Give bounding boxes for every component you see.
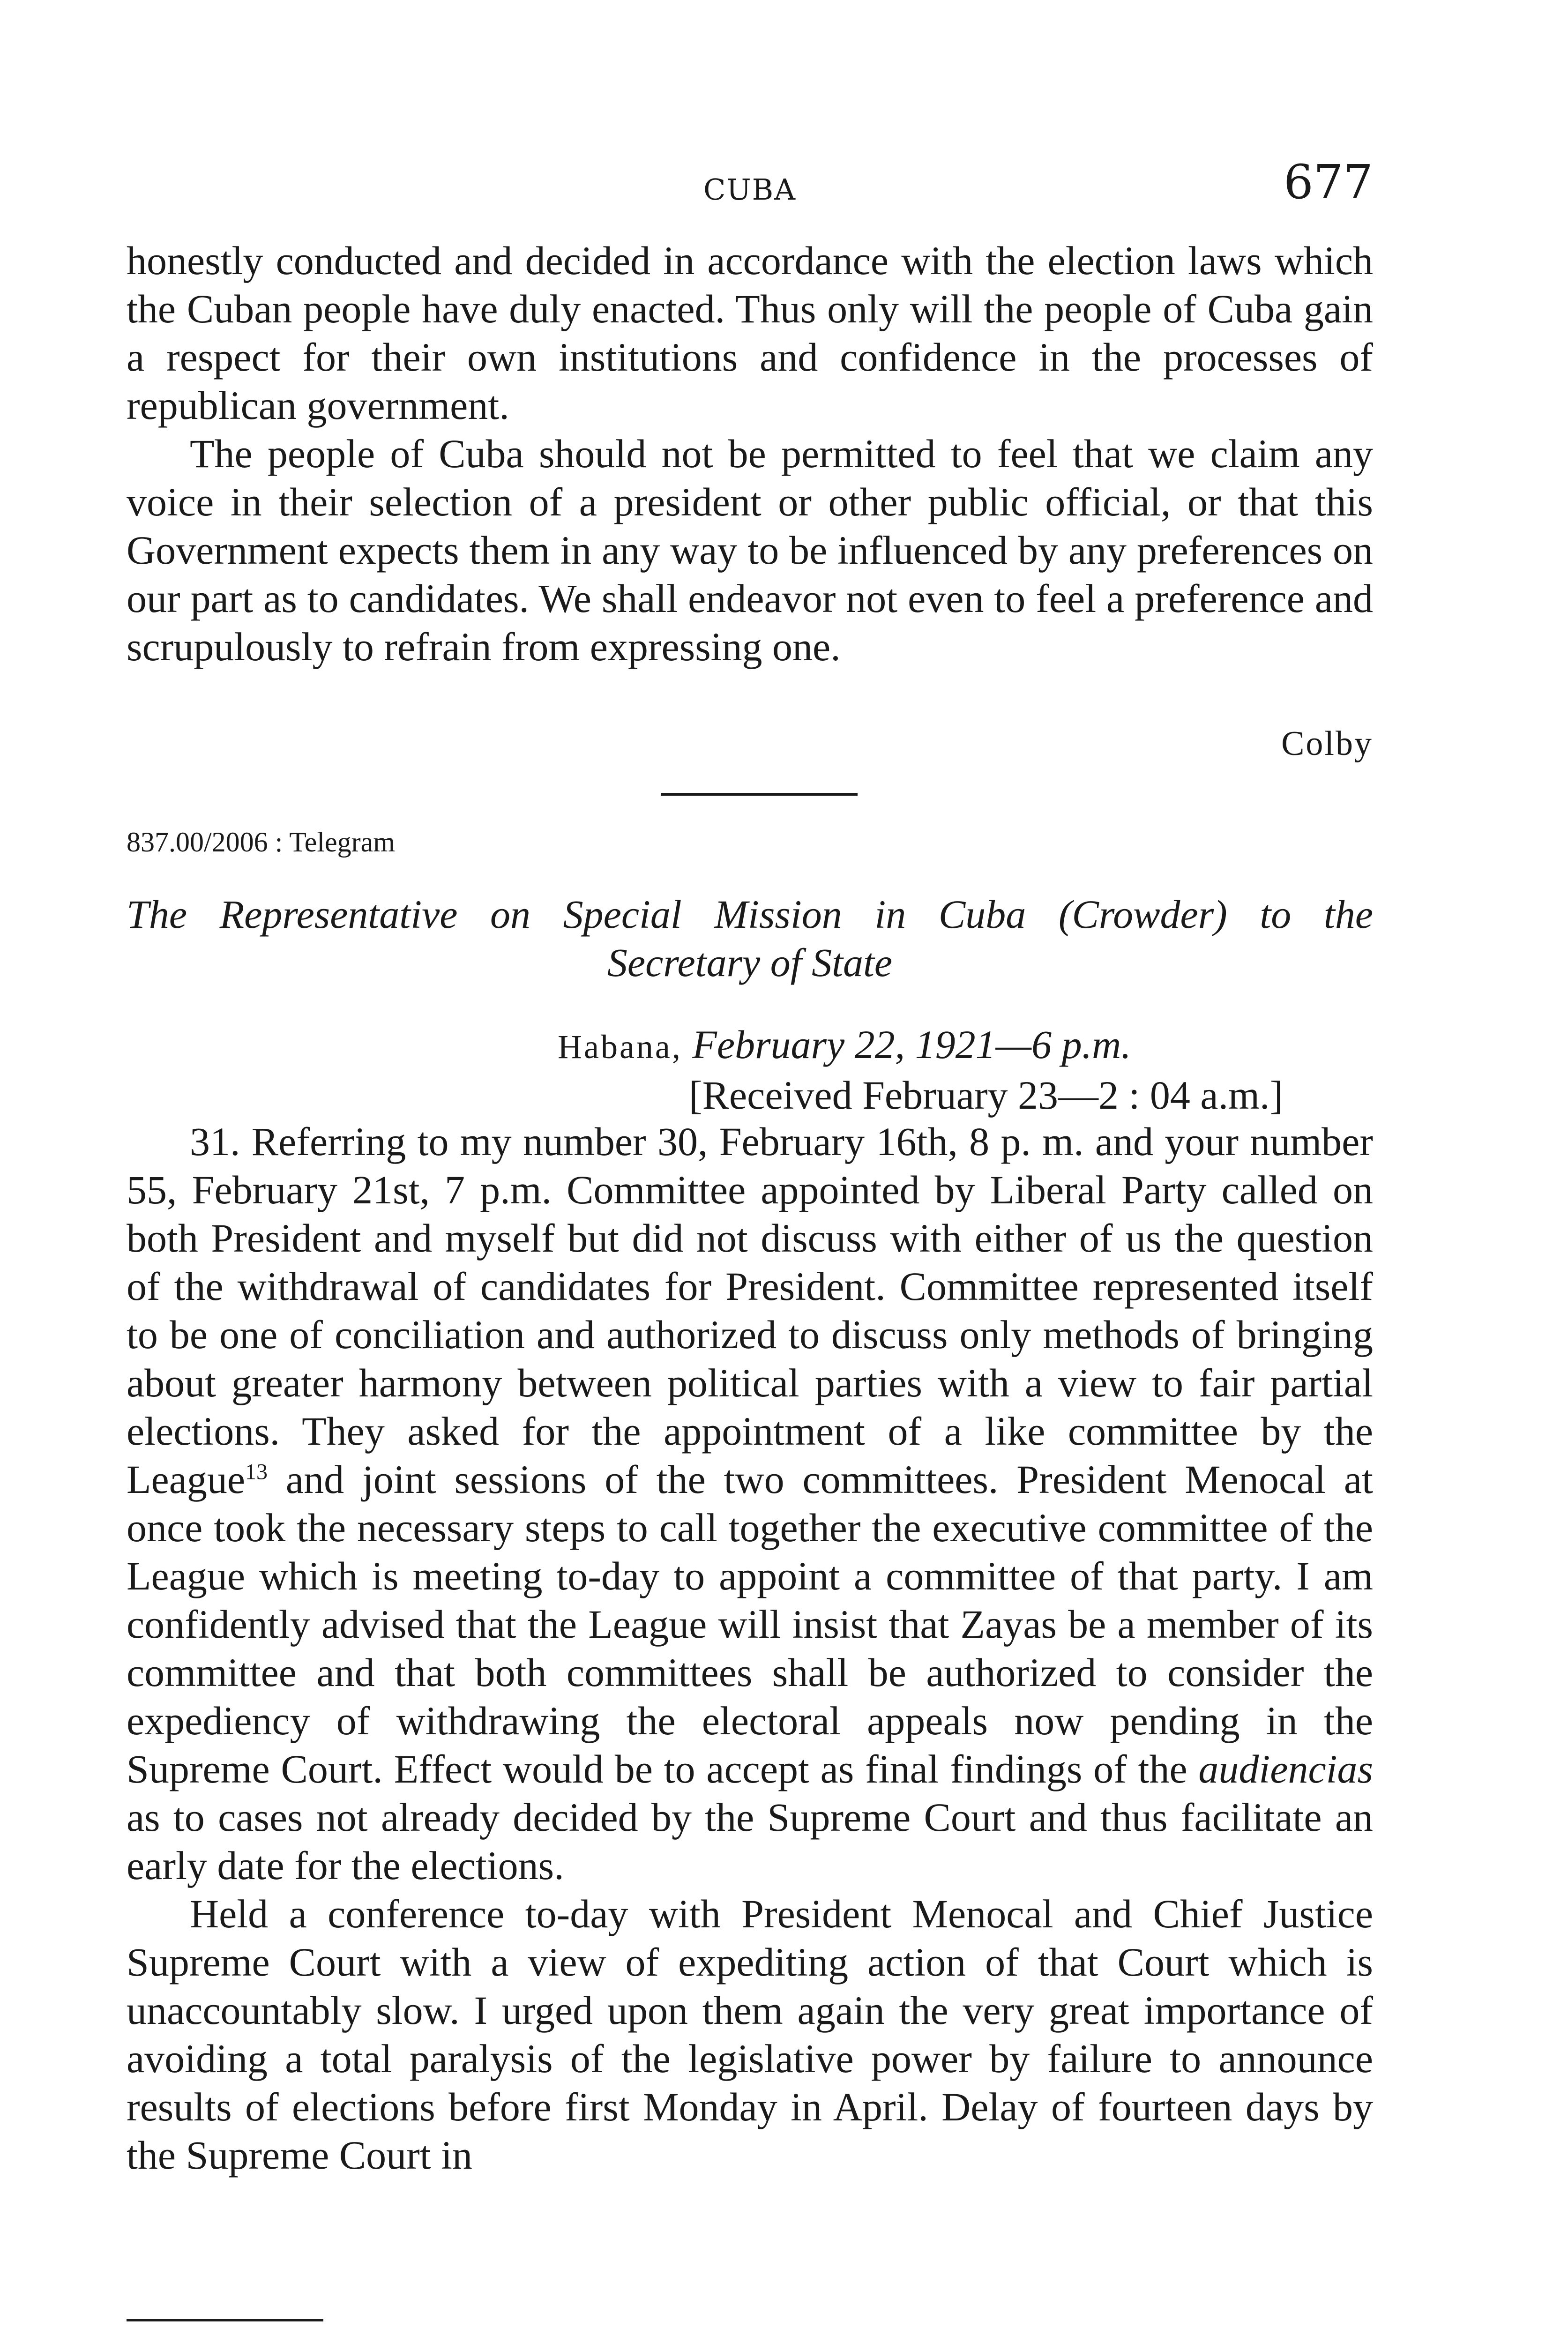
running-head [127,155,1373,209]
paragraph-text: and joint sessions of the two committees. President Menocal at once took the necessary steps to call together the executive committee of the League which is meeting to-day to appoint a committee of that party. I am confidently advised that the League will insist that Zayas be a member of its committee and that both committees shall be authorized to consider the expediency of withdrawing the electoral appeals now pending in the Supreme Court. Effect would be to accept as final findings of the [127,1457,1373,1791]
document-heading [127,890,1373,987]
heading-line: The Representative on Special Mission in Cuba (Crowder) to the [127,892,1373,937]
italic-term: audiencias [1198,1746,1373,1791]
heading-line: Secretary of State [607,940,893,985]
paragraph: Held a conference to-day with President Menocal and Chief Justice Supreme Court with a view of expediting action of that Court which is unaccountably slow. I urged upon them again the very great importance of avoiding a total paralysis of the legislative power by failure to announce results of elections before first Monday in April. Delay of fourteen days by the Supreme Court in [127,1891,1373,2178]
dateline-place: Habana, [558,1028,682,1066]
file-number: 837.00/2006 : Telegram [127,827,395,858]
footnote-reference: 13 [245,1459,268,1485]
paragraph: The people of Cuba should not be permitted to feel that we claim any voice in their selection of a president or other public official, or that this Government expects them in any way to be influenced by any preferences on our part as to candidates. We shall endeavor not even to feel a preference and scrupulously to refrain from expressing one. [127,431,1373,669]
body-text-continued [127,237,1373,671]
dateline [558,1021,1373,1119]
received-note: [Received February 23—2 : 04 a.m.] [689,1073,1284,1118]
telegram-body [127,1118,1373,2179]
paragraph [127,1118,1373,1890]
signature-colby: Colby [1281,724,1373,763]
dateline-date: February 22, 1921—6 p.m. [692,1022,1131,1067]
paragraph-text: as to cases not already decided by the Supreme Court and thus facilitate an early date for the elections. [127,1795,1373,1888]
footnote-divider [127,2319,323,2321]
page-number: 677 [1284,155,1373,209]
paragraph-text: 31. Referring to my number 30, February 16th, 8 p. m. and your number 55, February 21st, 7 p.m. Committee appointed by Liberal Party called on both President and myself but did not discuss with either of us the question of the withdrawal of candidates for President. Committee represented itself to be one of conciliation and authorized to discuss only methods of bringing about greater harmony between political parties with a view to fair partial elections. They asked for the appointment of a like committee by the League [127,1119,1373,1502]
paragraph: honestly conducted and decided in accordance with the election laws which the Cuban people have duly enacted. Thus only will the people of Cuba gain a respect for their own institutions and confidence in the processes of republican government. [127,238,1373,428]
running-title: CUBA [703,172,797,207]
section-divider [661,793,858,796]
